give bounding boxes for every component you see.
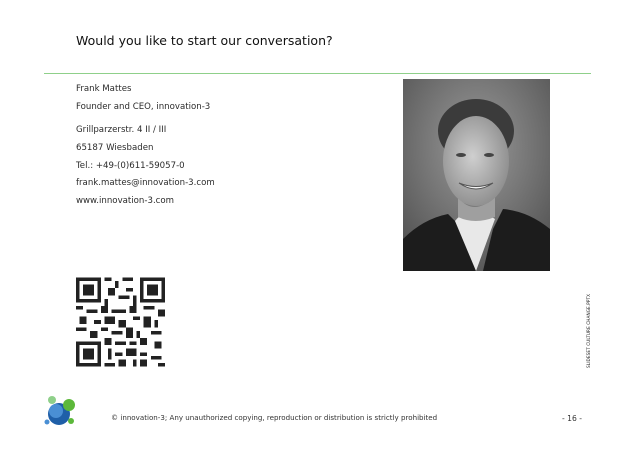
contact-city: 65187 Wiesbaden bbox=[76, 143, 154, 153]
page-title: Would you like to start our conversation? bbox=[76, 33, 333, 48]
innovation-3-logo-icon bbox=[42, 392, 78, 430]
contact-position: Founder and CEO, innovation-3 bbox=[76, 102, 211, 112]
portrait-photo bbox=[403, 79, 550, 271]
contact-name: Frank Mattes bbox=[76, 84, 132, 94]
contact-website[interactable]: www.innovation-3.com bbox=[76, 196, 175, 206]
copyright-notice: © innovation-3; Any unauthorized copying, reproduction or distribution is strictly prohibited bbox=[111, 413, 438, 422]
contact-phone: Tel.: +49-(0)611-59057-0 bbox=[76, 161, 185, 171]
header-divider bbox=[44, 73, 591, 74]
qr-code-icon bbox=[76, 277, 165, 367]
contact-street: Grillparzerstr. 4 II / III bbox=[76, 125, 167, 135]
contact-email[interactable]: frank.mattes@innovation-3.com bbox=[76, 178, 215, 188]
file-name-label: SLIDESET CULTURE CHANGE.PPTX bbox=[586, 293, 591, 368]
portrait-image bbox=[403, 79, 550, 271]
page-number: - 16 - bbox=[562, 414, 582, 423]
